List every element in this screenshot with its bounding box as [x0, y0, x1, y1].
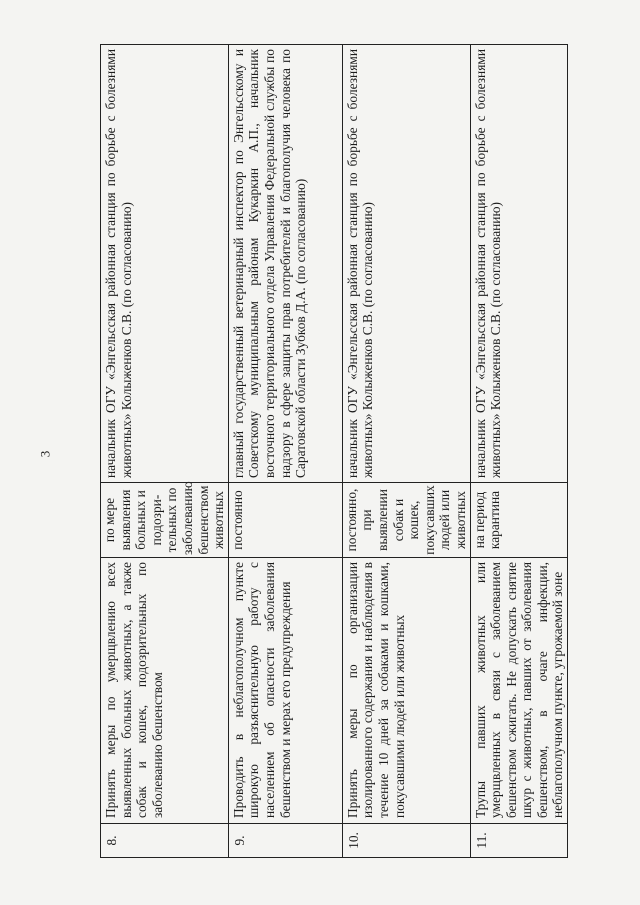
table-row	[228, 45, 342, 858]
rotated-page-content	[100, 45, 566, 858]
deadline-text: постоянно	[228, 483, 342, 558]
row-number: 11.	[470, 824, 568, 858]
page-number: 3	[37, 450, 53, 458]
responsible-text: начальник ОГУ «Энгельсская районная станция по борьбе с болезнями животных» Колыженков С.В. (по согласованию)	[470, 45, 568, 483]
deadline-text: по мере выявления больных и подозри-тельных по заболеванию бешенством животных	[101, 483, 229, 558]
responsible-text: главный государственный ветеринарный инспектор по Энгельсскому и Советскому муниципальным районам Кукаркин А.П., начальник восточного территориального отдела Управления Федеральной службы по надзору в сфере защиты прав потребителей и благополучия человека по Саратовской области Зубков Д.А. (по согласованию)	[228, 45, 342, 483]
responsible-text: начальник ОГУ «Энгельсская районная станция по борьбе с болезнями животных» Колыженков С.В. (по согласованию)	[101, 45, 229, 483]
measure-text: Принять меры по организации изолированного содержания и наблюдения в течение 10 дней за собаками и кошками, покусавшими людей или животных	[342, 558, 470, 824]
row-number: 9.	[228, 824, 342, 858]
measure-text: Проводить в неблагополучном пункте широкую разъяснительную работу с населением об опасности заболевания бешенством и мерах его предупреждения	[228, 558, 342, 824]
measures-table	[100, 44, 568, 858]
deadline-text: постоянно, при выявлении собак и кошек, покусавших людей или животных	[342, 483, 470, 558]
row-number: 8.	[101, 824, 229, 858]
measure-text: Принять меры по умерщвлению всех выявленных больных животных, а также собак и кошек, подозрительных по заболеванию бешенством	[101, 558, 229, 824]
deadline-text: на период карантина	[470, 483, 568, 558]
measure-text: Трупы павших животных или умерщвленных в связи с заболеванием бешенством сжигать. Не допускать снятие шкур с животных, павших от заболевания бешенством, в очаге инфекции, неблагополучном пункте, угрожаемой зоне	[470, 558, 568, 824]
responsible-text: начальник ОГУ «Энгельсская районная станция по борьбе с болезнями животных» Колыженков С.В. (по согласованию)	[342, 45, 470, 483]
table-row	[342, 45, 470, 858]
table-row	[101, 45, 229, 858]
measures-table-frame	[100, 45, 566, 858]
row-number: 10.	[342, 824, 470, 858]
table-row	[470, 45, 568, 858]
